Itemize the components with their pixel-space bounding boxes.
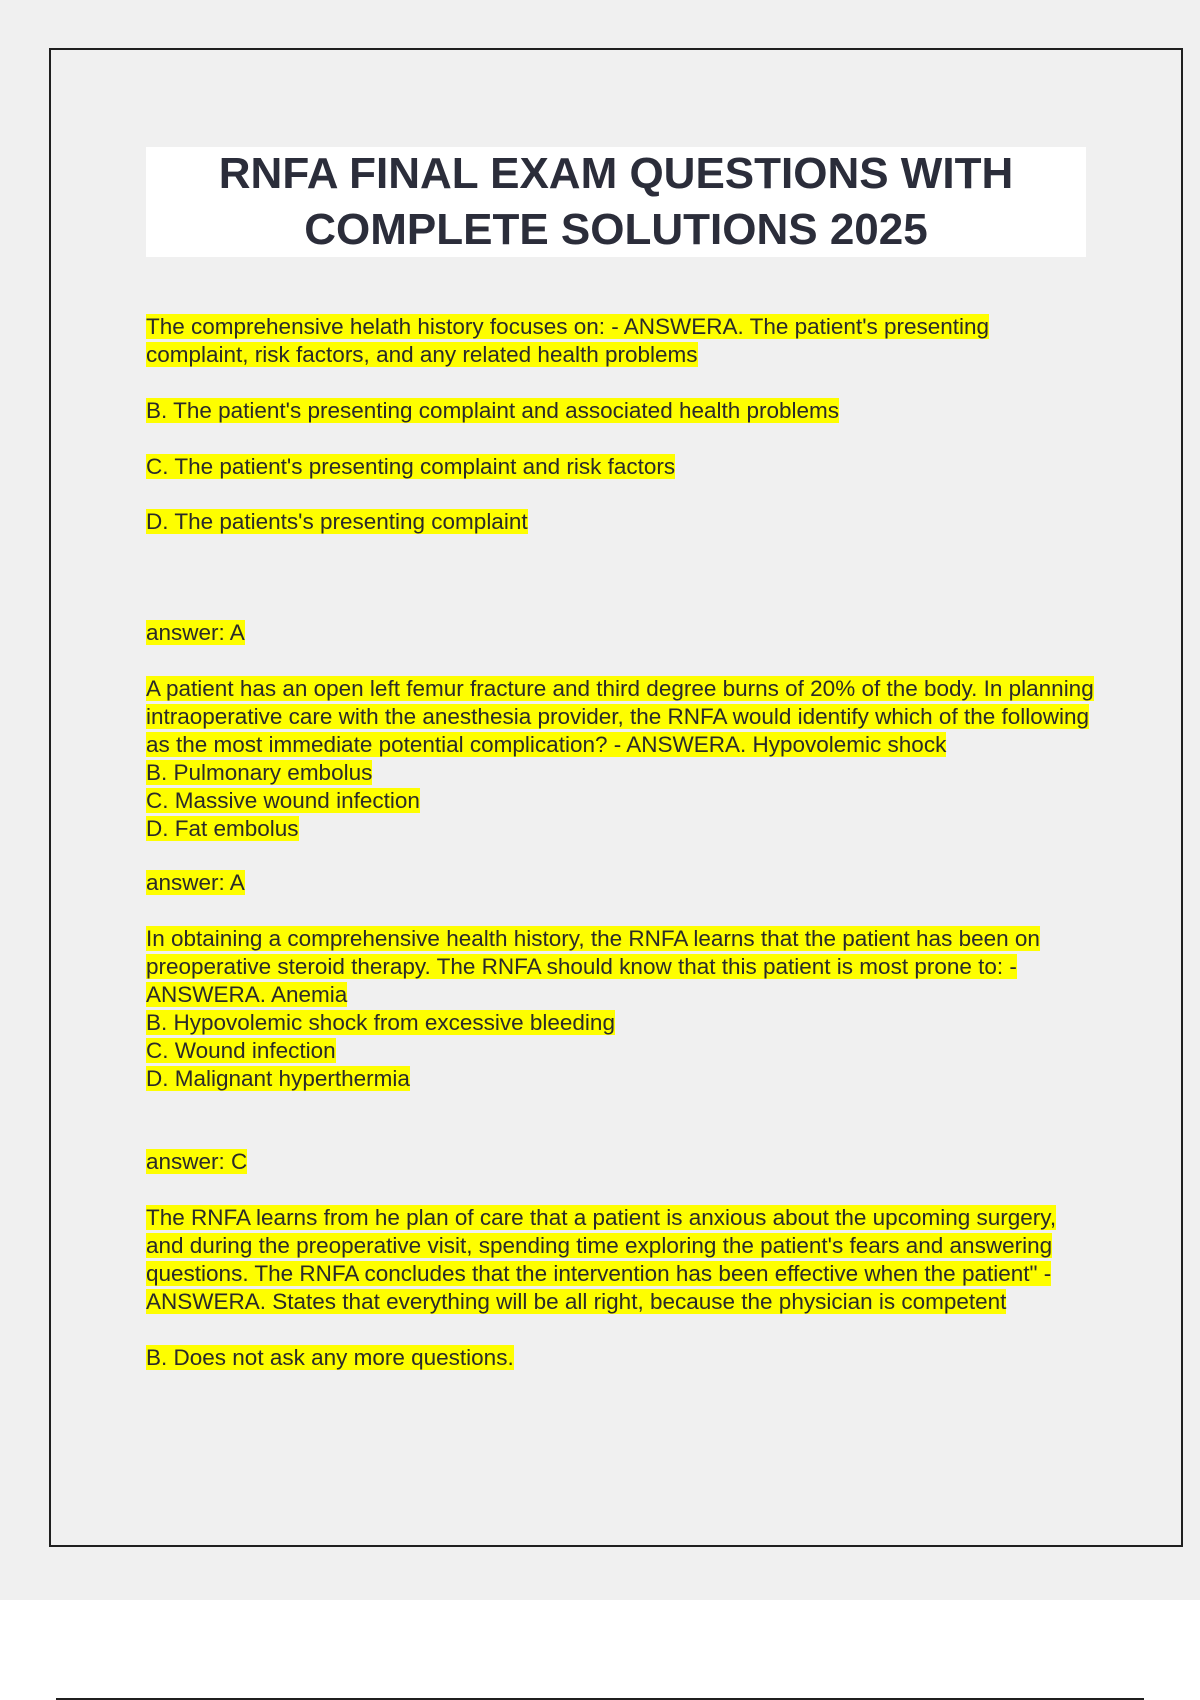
q1-prompt-text: The comprehensive helath history focuses on: - ANSWERA. The patient's presenting complaint, risk factors, and any related health problems — [146, 314, 990, 367]
q2-option-c: C. Massive wound infection — [146, 788, 420, 813]
q3-option-c: C. Wound infection — [146, 1038, 336, 1063]
q2-answer: answer: A — [146, 870, 245, 895]
title-line-2: COMPLETE SOLUTIONS 2025 — [304, 205, 928, 254]
q3-option-d: D. Malignant hyperthermia — [146, 1066, 410, 1091]
q1-option-d: D. The patients's presenting complaint — [146, 509, 528, 534]
q4-option-b: B. Does not ask any more questions. — [146, 1345, 514, 1370]
title-box — [146, 147, 1086, 257]
q3-answer: answer: C — [146, 1149, 248, 1174]
q1-option-c: C. The patient's presenting complaint and risk factors — [146, 454, 676, 479]
q3-prompt: In obtaining a comprehensive health history, the RNFA learns that the patient has been on preoperative steroid therapy. The RNFA should know that this patient is most prone to: - ANSWERA. Anemia — [146, 926, 1040, 1007]
q4-prompt: The RNFA learns from he plan of care that a patient is anxious about the upcoming surgery, and during the preoperative visit, spending time exploring the patient's fears and answering questions. The RNFA concludes that the intervention has been effective when the patient" - ANSWERA. States that everything will be all right, because the physician is competent — [146, 1205, 1057, 1314]
q1-answer: answer: A — [146, 620, 245, 645]
q3-option-b: B. Hypovolemic shock from excessive bleeding — [146, 1010, 615, 1035]
document-body — [146, 313, 1096, 1372]
q1-option-b: B. The patient's presenting complaint and associated health problems — [146, 398, 840, 423]
q2-prompt: A patient has an open left femur fracture and third degree burns of 20% of the body. In planning intraoperative care with the anesthesia provider, the RNFA would identify which of the following as the most immediate potential complication? - ANSWERA. Hypovolemic shock — [146, 676, 1094, 757]
document-title — [219, 146, 1013, 258]
q2-option-b: B. Pulmonary embolus — [146, 760, 373, 785]
q2-option-d: D. Fat embolus — [146, 816, 299, 841]
q1-prompt — [146, 313, 1096, 369]
title-line-1: RNFA FINAL EXAM QUESTIONS WITH — [218, 149, 1014, 198]
next-page-area — [0, 1600, 1200, 1700]
document-page — [49, 48, 1183, 1547]
